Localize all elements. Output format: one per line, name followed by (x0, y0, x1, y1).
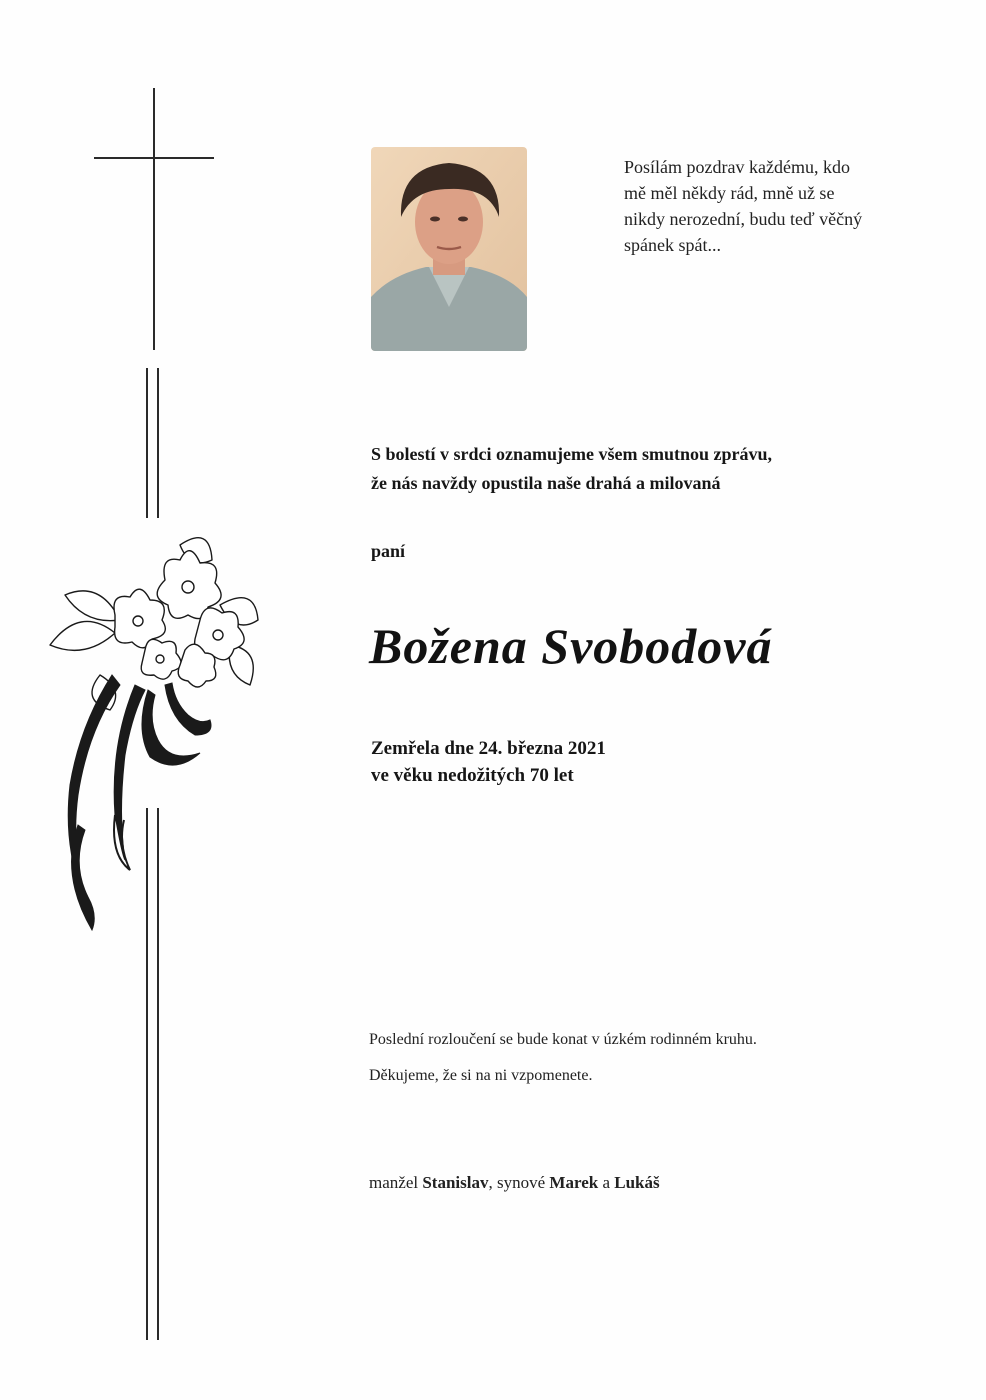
poem-line: mě měl někdy rád, mně už se (624, 183, 835, 203)
family-sons-label: , synové (488, 1173, 546, 1192)
death-age: ve věku nedožitých 70 let (371, 765, 574, 786)
poem-line: spánek spát... (624, 235, 721, 255)
intro-line: že nás navždy opustila naše drahá a milovaná (371, 473, 721, 493)
flower-bouquet-icon (40, 525, 265, 935)
deceased-name: Božena Svobodová (369, 618, 773, 674)
son-name: Lukáš (614, 1173, 660, 1192)
intro-line: S bolestí v srdci oznamujeme všem smutnou zprávu, (371, 444, 772, 464)
poem-text (624, 154, 924, 258)
portrait-photo (371, 147, 527, 351)
poem-line: Posílám pozdrav každému, kdo (624, 157, 850, 177)
death-date: Zemřela dne 24. března 2021 (371, 738, 606, 759)
thanks-notice: Děkujeme, že si na ni vzpomenete. (369, 1067, 593, 1084)
poem-line: nikdy nerozední, budu teď věčný (624, 209, 863, 229)
husband-name: Stanislav (422, 1173, 489, 1192)
title-word: paní (371, 541, 406, 561)
family-prefix: manžel (369, 1173, 419, 1192)
farewell-notice: Poslední rozloučení se bude konat v úzkém rodinném kruhu. (369, 1031, 757, 1048)
son-name: Marek (549, 1173, 599, 1192)
family-signature (369, 1173, 660, 1193)
announcement-intro (371, 440, 931, 498)
death-info (371, 735, 606, 789)
family-join: a (602, 1173, 610, 1192)
